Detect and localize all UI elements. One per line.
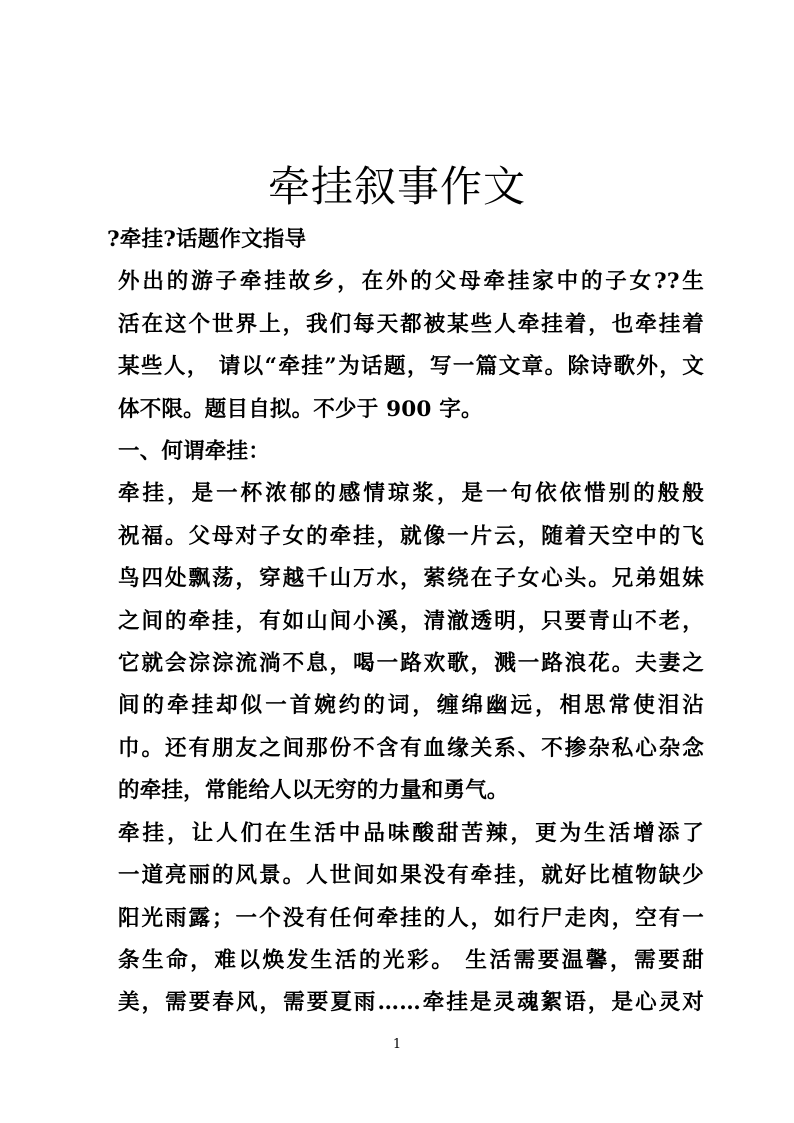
text-line: 外出的游子牵挂故乡，在外的父母牵挂家中的子女??生 [118,269,704,295]
text-line: 牵挂，是一杯浓郁的感情琼浆，是一句依依惜别的般般 [118,481,704,507]
document-body [104,219,704,1025]
text-line: 体不限。题目自拟。不少于 900 字。 [118,396,483,422]
text-line: 条生命，难以焕发生活的光彩。 生活需要温馨，需要甜 [118,947,704,973]
text-line: 美，需要春风，需要夏雨……牵挂是灵魂絮语，是心灵对 [118,990,704,1016]
page-title: 牵挂叙事作文 [267,162,526,212]
text-line: 阳光雨露；一个没有任何牵挂的人，如行尸走肉，空有一 [118,905,704,931]
text-line: 牵挂，让人们在生活中品味酸甜苦辣，更为生活增添了 [118,820,704,846]
text-line: 间的牵挂却似一首婉约的词，缠绵幽远，相思常使泪沾 [118,693,704,719]
text-line: 活在这个世界上，我们每天都被某些人牵挂着，也牵挂着 [118,311,704,337]
text-line: 它就会淙淙流淌不息，喝一路欢歌，溅一路浪花。夫妻之 [118,651,704,677]
text-line: 祝福。父母对子女的牵挂，就像一片云，随着天空中的飞 [118,523,704,549]
text-line: 一道亮丽的风景。人世间如果没有牵挂，就好比植物缺少 [118,863,704,889]
page-number: 1 [392,1037,402,1052]
text-line: 鸟四处飘荡，穿越千山万水，萦绕在子女心头。兄弟姐妹 [118,566,704,592]
text-line: 之间的牵挂，有如山间小溪，清澈透明，只要青山不老， [118,608,704,634]
text-line: 某些人， 请以“牵挂”为话题，写一篇文章。除诗歌外，文 [118,354,704,380]
text-line: 巾。还有朋友之间那份不含有血缘关系、不掺杂私心杂念 [118,735,704,761]
text-line: 的牵挂，常能给人以无穷的力量和勇气。 [118,778,509,804]
text-line: 一、何谓牵挂： [118,439,270,465]
text-line: ?牵挂?话题作文指导 [107,227,307,252]
